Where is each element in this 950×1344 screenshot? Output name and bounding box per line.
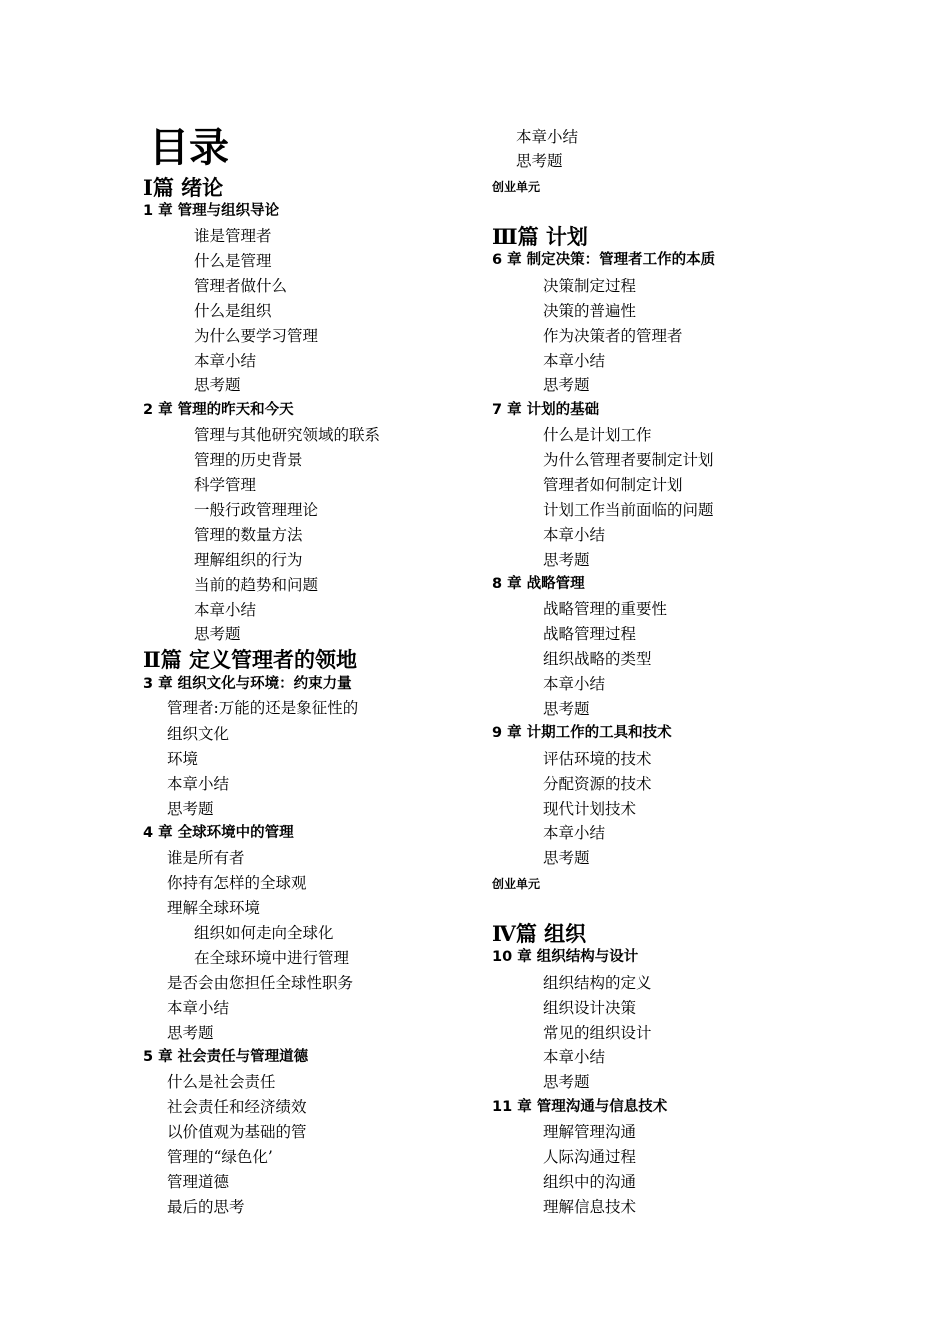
- chapter-heading: 3 章 组织文化与环境：约束力量: [143, 676, 352, 692]
- toc-entry: 在全球环境中进行管理: [194, 949, 350, 967]
- toc-entry: 本章小结: [167, 775, 230, 793]
- toc-entry: 谁是所有者: [167, 849, 245, 867]
- chapter-heading: 9 章 计期工作的工具和技术: [492, 725, 672, 741]
- toc-entry: 为什么管理者要制定计划: [543, 451, 714, 469]
- toc-entry: 一般行政管理理论: [194, 501, 319, 519]
- toc-entry: 决策制定过程: [543, 277, 637, 295]
- toc-entry: 思考题: [543, 849, 590, 867]
- chapter-heading: 1 章 管理与组织导论: [143, 203, 280, 219]
- toc-title: 目录: [149, 125, 229, 171]
- toc-entry: 思考题: [167, 800, 214, 818]
- chapter-heading: 8 章 战略管理: [492, 576, 585, 592]
- toc-entry: 什么是组织: [194, 302, 272, 320]
- toc-entry: 评估环境的技术: [543, 750, 652, 768]
- unit-label: 创业单元: [492, 180, 541, 194]
- toc-entry: 理解组织的行为: [194, 551, 303, 569]
- toc-entry: 理解全球环境: [167, 899, 261, 917]
- toc-entry: 思考题: [516, 152, 563, 170]
- toc-entry: 决策的普遍性: [543, 302, 637, 320]
- toc-entry: 组织如何走向全球化: [194, 924, 334, 942]
- toc-entry: 现代计划技术: [543, 800, 637, 818]
- toc-entry: 组织结构的定义: [543, 974, 652, 992]
- toc-entry: 理解信息技术: [543, 1198, 637, 1216]
- toc-entry: 你持有怎样的全球观: [167, 874, 307, 892]
- toc-entry: 管理道德: [167, 1173, 230, 1191]
- toc-entry: 人际沟通过程: [543, 1148, 637, 1166]
- toc-entry: 思考题: [194, 376, 241, 394]
- toc-entry: 什么是计划工作: [543, 426, 652, 444]
- toc-entry: 管理者做什么: [194, 277, 288, 295]
- toc-entry: 以价值观为基础的管: [167, 1123, 307, 1141]
- toc-entry: 本章小结: [543, 352, 606, 370]
- chapter-heading: 4 章 全球环境中的管理: [143, 825, 294, 841]
- toc-entry: 思考题: [167, 1024, 214, 1042]
- toc-entry: 什么是社会责任: [167, 1073, 276, 1091]
- toc-entry: 思考题: [543, 551, 590, 569]
- part-heading: Ⅳ篇 组织: [492, 921, 587, 946]
- toc-entry: 社会责任和经济绩效: [167, 1098, 307, 1116]
- toc-entry: 管理的历史背景: [194, 451, 303, 469]
- toc-entry: 思考题: [543, 700, 590, 718]
- toc-entry: 组织文化: [167, 725, 230, 743]
- toc-entry: 作为决策者的管理者: [543, 327, 683, 345]
- toc-entry: 战略管理的重要性: [543, 600, 668, 618]
- chapter-heading: 10 章 组织结构与设计: [492, 949, 639, 965]
- toc-entry: 思考题: [194, 625, 241, 643]
- toc-entry: 管理者:万能的还是象征性的: [167, 699, 359, 717]
- toc-entry: 本章小结: [194, 352, 257, 370]
- toc-entry: 计划工作当前面临的问题: [543, 501, 714, 519]
- chapter-heading: 7 章 计划的基础: [492, 402, 600, 418]
- toc-entry: 本章小结: [194, 601, 257, 619]
- chapter-heading: 6 章 制定决策：管理者工作的本质: [492, 252, 716, 268]
- toc-entry: 为什么要学习管理: [194, 327, 319, 345]
- toc-entry: 科学管理: [194, 476, 257, 494]
- toc-entry: 思考题: [543, 376, 590, 394]
- toc-entry: 管理的数量方法: [194, 526, 303, 544]
- toc-entry: 思考题: [543, 1073, 590, 1091]
- toc-entry: 本章小结: [543, 824, 606, 842]
- chapter-heading: 2 章 管理的昨天和今天: [143, 402, 294, 418]
- toc-entry: 管理的“绿色化’: [167, 1148, 273, 1166]
- chapter-heading: 11 章 管理沟通与信息技术: [492, 1099, 668, 1115]
- toc-entry: 管理者如何制定计划: [543, 476, 683, 494]
- toc-entry: 组织设计决策: [543, 999, 637, 1017]
- toc-entry: 组织战略的类型: [543, 650, 652, 668]
- toc-entry: 管理与其他研究领域的联系: [194, 426, 381, 444]
- toc-entry: 战略管理过程: [543, 625, 637, 643]
- unit-label: 创业单元: [492, 877, 541, 891]
- toc-entry: 分配资源的技术: [543, 775, 652, 793]
- toc-entry: 本章小结: [543, 526, 606, 544]
- toc-entry: 当前的趋势和问题: [194, 576, 319, 594]
- toc-entry: 本章小结: [543, 1048, 606, 1066]
- toc-entry: 本章小结: [167, 999, 230, 1017]
- toc-entry: 常见的组织设计: [543, 1024, 652, 1042]
- part-heading: Ⅲ篇 计划: [492, 224, 588, 249]
- toc-entry: 组织中的沟通: [543, 1173, 637, 1191]
- toc-entry: 最后的思考: [167, 1198, 245, 1216]
- part-heading: Ⅱ篇 定义管理者的领地: [143, 647, 358, 672]
- toc-entry: 是否会由您担任全球性职务: [167, 974, 354, 992]
- toc-entry: 理解管理沟通: [543, 1123, 637, 1141]
- toc-entry: 谁是管理者: [194, 227, 272, 245]
- toc-entry: 本章小结: [543, 675, 606, 693]
- toc-entry: 什么是管理: [194, 252, 272, 270]
- toc-entry: 环境: [167, 750, 199, 768]
- chapter-heading: 5 章 社会责任与管理道德: [143, 1049, 309, 1065]
- part-heading: Ⅰ篇 绪论: [143, 175, 224, 200]
- toc-entry: 本章小结: [516, 128, 579, 146]
